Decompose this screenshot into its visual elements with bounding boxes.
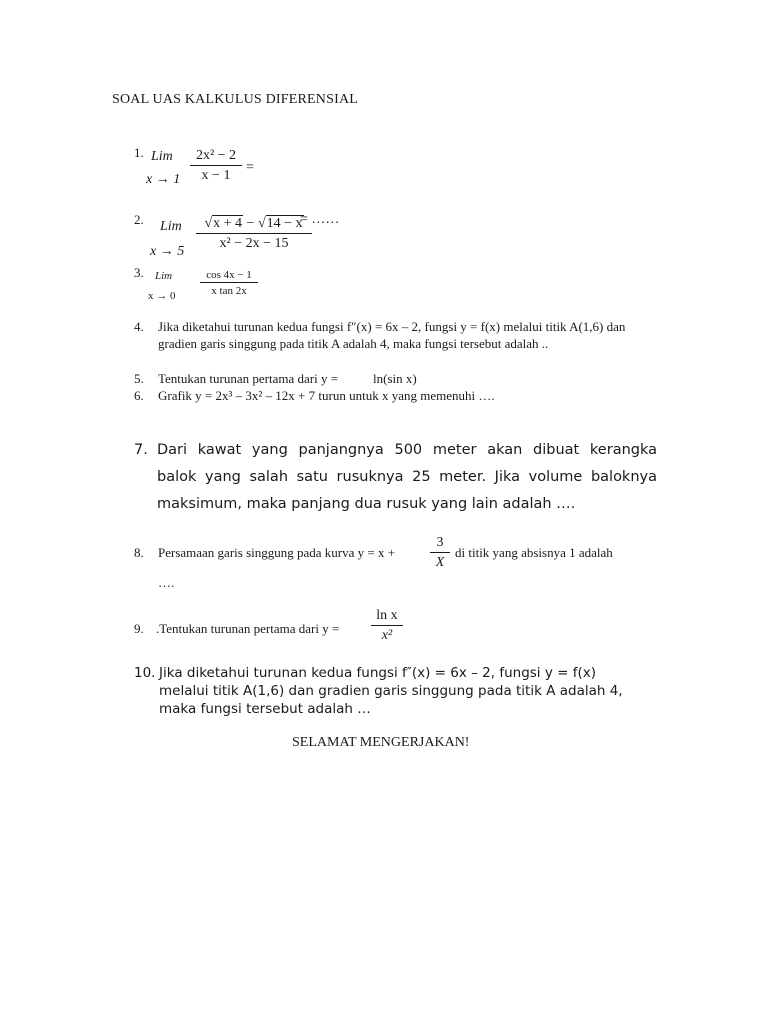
equals-dots: = ……	[300, 212, 340, 227]
question-text-line-3: maksimum, maka panjang dua rusuk yang lain adalah ….	[157, 496, 576, 512]
question-number: 9.	[134, 621, 144, 636]
closing-text: SELAMAT MENGERJAKAN!	[292, 735, 470, 750]
numerator: 3	[430, 535, 450, 553]
question-number: 4.	[134, 319, 144, 334]
fraction	[200, 269, 258, 297]
question-number: 1.	[134, 145, 144, 160]
denominator: X	[435, 555, 445, 570]
limit-subscript: x → 1	[146, 172, 181, 187]
math-expression: ln(sin x)	[373, 371, 417, 386]
question-number: 6.	[134, 388, 144, 403]
limit-label: Lim	[160, 219, 182, 234]
fraction	[430, 535, 450, 571]
denominator: x tan 2x	[211, 285, 247, 297]
equals-sign: =	[246, 160, 254, 175]
denominator: x² − 2x − 15	[219, 236, 289, 251]
page-title: SOAL UAS KALKULUS DIFERENSIAL	[112, 92, 359, 107]
question-text: Jika diketahui turunan kedua fungsi f″(x) = 6x – 2, fungsi y = f(x) melalui titik A(1,6) dan gradien garis singgung pada titik A adalah 4, maka fungsi tersebut adalah …	[159, 665, 623, 717]
question-text: Jika diketahui turunan kedua fungsi f″(x) = 6x – 2, fungsi y = f(x) melalui titik A(1,6) dan gradien garis singgung pada titik A adalah 4, maka fungsi tersebut adalah ..	[158, 319, 626, 351]
radicand-1: x + 4	[213, 216, 243, 231]
question-number: 3.	[134, 265, 144, 280]
limit-subscript: x → 5	[150, 244, 185, 259]
question-number: 10.	[134, 665, 156, 681]
question-number: 8.	[134, 545, 144, 560]
limit-label: Lim	[155, 270, 173, 282]
question-number: 7.	[134, 442, 148, 458]
question-text-line-2: balok yang salah satu rusuknya 25 meter. Jika volume baloknya	[157, 469, 657, 485]
question-tail: ….	[158, 575, 175, 590]
question-text-line-1: Dari kawat yang panjangnya 500 meter akan dibuat kerangka	[157, 442, 657, 458]
limit-subscript: x → 0	[148, 290, 176, 302]
numerator: ln x	[371, 608, 403, 626]
question-number: 2.	[134, 212, 144, 227]
numerator: cos 4x − 1	[200, 269, 258, 283]
question-text-a: Persamaan garis singgung pada kurva y = x +	[158, 545, 396, 560]
radicand-2: 14 − x	[266, 216, 303, 231]
question-text: .Tentukan turunan pertama dari y =	[156, 621, 340, 636]
fraction	[371, 608, 403, 644]
denominator: x − 1	[201, 168, 231, 183]
question-text: Grafik y = 2x³ – 3x² – 12x + 7 turun untuk x yang memenuhi ….	[158, 388, 495, 403]
limit-label: Lim	[151, 149, 173, 164]
question-text-b: di titik yang absisnya 1 adalah	[455, 545, 613, 560]
numerator: √x + 4 − √14 − x	[196, 216, 312, 234]
fraction	[196, 216, 312, 252]
fraction	[190, 148, 242, 184]
question-number: 5.	[134, 371, 144, 386]
denominator: x²	[381, 628, 393, 643]
numerator: 2x² − 2	[190, 148, 242, 166]
question-text: Tentukan turunan pertama dari y =	[158, 371, 339, 386]
minus-sign: −	[246, 216, 255, 231]
